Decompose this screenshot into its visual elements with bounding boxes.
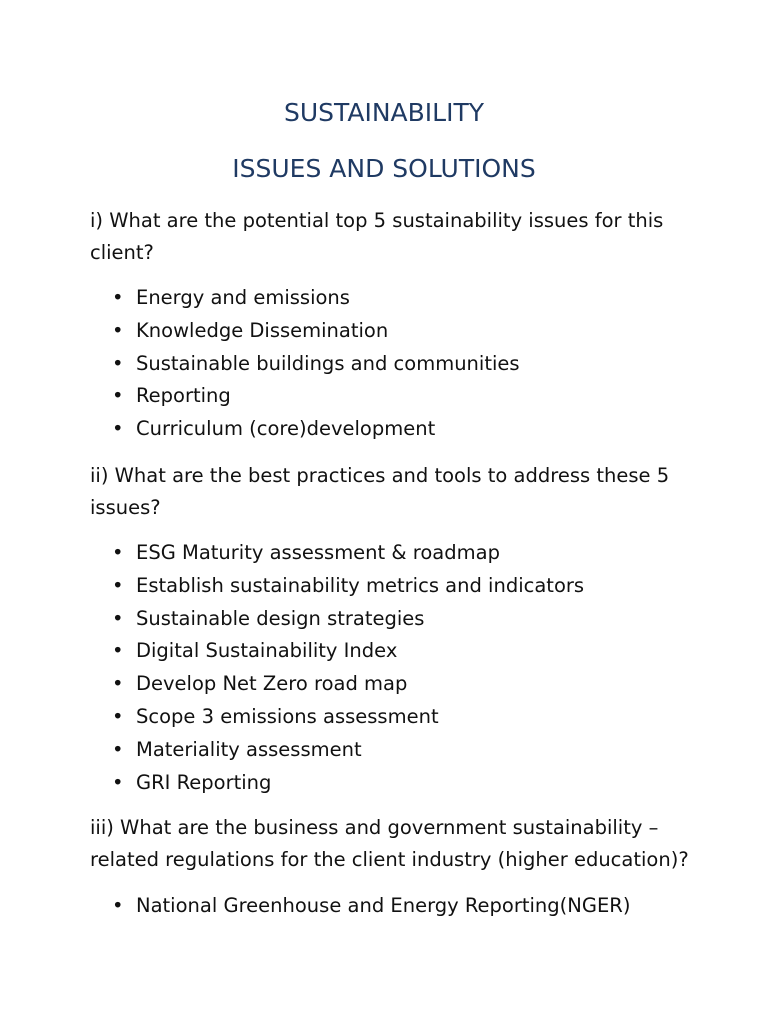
list-item (90, 537, 584, 570)
practices-list (90, 537, 584, 799)
regulations-list (90, 890, 630, 923)
question-2: ii) What are the best practices and tools to address these 5 issues? (90, 464, 670, 519)
list-item-text: Curriculum (core)development (136, 417, 436, 441)
list-item-text: Develop Net Zero road map (136, 672, 408, 696)
issues-list (90, 282, 520, 446)
list-item-text: ESG Maturity assessment & roadmap (136, 541, 500, 564)
list-item (90, 315, 520, 348)
list-item (90, 282, 520, 315)
list-item-text: Scope 3 emissions assessment (136, 704, 439, 728)
list-item (90, 701, 584, 734)
bullet-icon: • (112, 351, 124, 375)
list-item (90, 380, 520, 413)
list-item (90, 413, 520, 446)
list-item (90, 348, 520, 381)
question-3: iii) What are the business and government sustainability – related regulations for the client industry (higher education)? (90, 816, 689, 871)
bullet-icon: • (112, 417, 124, 441)
list-item (90, 767, 584, 800)
list-item-text: National Greenhouse and Energy Reporting(NGER) (136, 894, 631, 917)
list-item-text: Sustainable design strategies (136, 606, 425, 630)
list-item-text: Digital Sustainability Index (136, 639, 398, 663)
bullet-icon: • (112, 384, 124, 408)
list-item-text: Materiality assessment (136, 737, 362, 761)
bullet-icon: • (112, 318, 124, 342)
bullet-icon: • (112, 737, 124, 761)
bullet-icon: • (112, 894, 124, 917)
bullet-icon: • (112, 541, 124, 564)
list-item (90, 734, 584, 767)
list-item (90, 890, 630, 923)
list-item (90, 668, 584, 701)
list-item (90, 570, 584, 603)
list-item-text: Sustainable buildings and communities (136, 351, 520, 375)
list-item (90, 635, 584, 668)
bullet-icon: • (112, 704, 124, 728)
list-item-text: GRI Reporting (136, 770, 272, 794)
bullet-icon: • (112, 573, 124, 597)
document-subtitle: ISSUES AND SOLUTIONS (232, 154, 536, 183)
list-item-text: Knowledge Dissemination (136, 318, 389, 342)
list-item-text: Reporting (136, 384, 231, 408)
question-1: i) What are the potential top 5 sustainability issues for this client? (90, 209, 664, 264)
document-title: SUSTAINABILITY (283, 98, 484, 127)
bullet-icon: • (112, 639, 124, 663)
list-item-text: Energy and emissions (136, 286, 350, 309)
bullet-icon: • (112, 606, 124, 630)
bullet-icon: • (112, 770, 124, 794)
bullet-icon: • (112, 672, 124, 696)
bullet-icon: • (112, 286, 124, 309)
list-item (90, 603, 584, 636)
list-item-text: Establish sustainability metrics and indicators (136, 573, 585, 597)
